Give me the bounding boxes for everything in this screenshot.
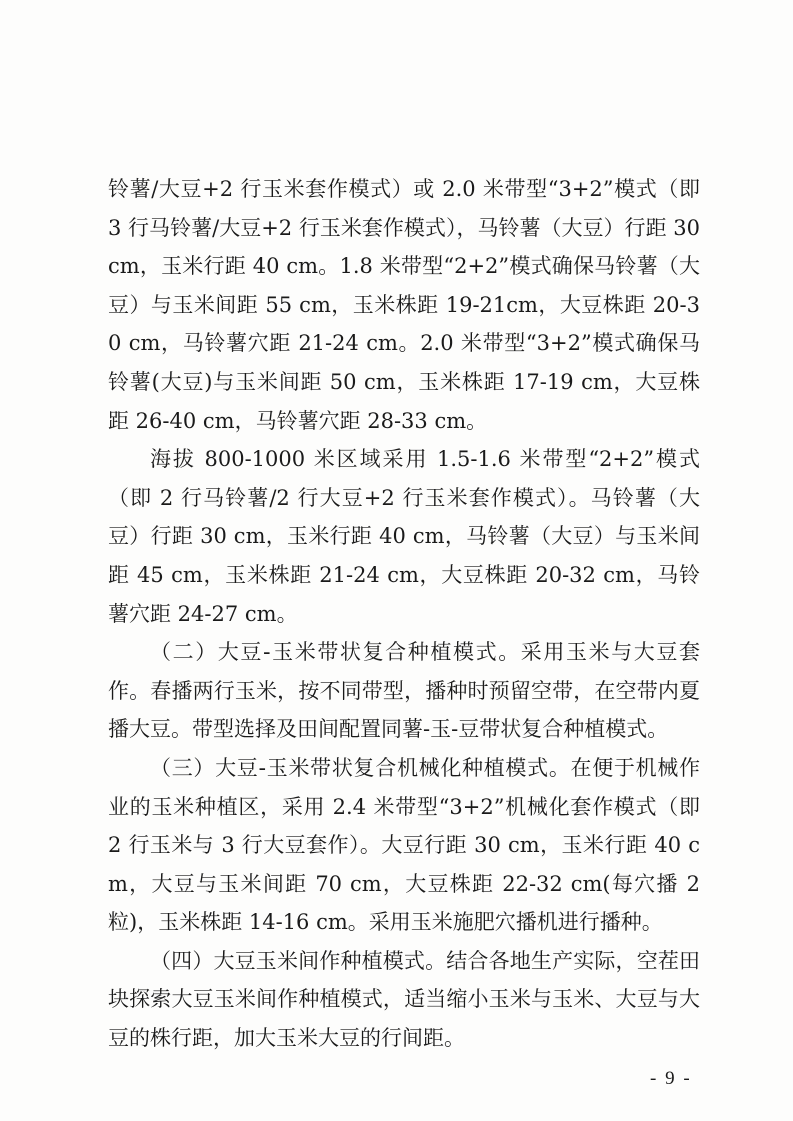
paragraph-text: 结合各地生产实际，空茬田块探索大豆玉米间作种植模式，适当缩小玉米与玉米、大豆与大豆的株行距，加大玉米大豆的行间距。	[108, 948, 701, 1051]
paragraph-text: 铃薯/大豆+2 行玉米套作模式）或 2.0 米带型“3+2”模式（即 3 行马铃薯/大豆+2 行玉米套作模式），马铃薯（大豆）行距 30 cm，玉米行距 40 cm。1.8 米带型“2+2”模式确保马铃薯（大豆）与玉米间距 55 cm，玉米株距 19-21cm，大豆株距 20-30 cm，马铃薯穴距 21-24 cm。2.0 米带型“3+2”模式确保马铃薯(大豆)与玉米间距 50 cm，玉米株距 17-19 cm，大豆株距 26-40 cm，马铃薯穴距 28-33 cm。	[108, 177, 700, 433]
paragraph-section-3	[108, 749, 700, 942]
paragraph-text: 海拔 800-1000 米区域采用 1.5-1.6 米带型“2+2”模式（即 2 行马铃薯/2 行大豆+2 行玉米套作模式）。马铃薯（大豆）行距 30 cm，玉米行距 40 cm，马铃薯（大豆）与玉米间距 45 cm，玉米株距 21-24 cm，大豆株距 20-32 cm，马铃薯穴距 24-27 cm。	[108, 447, 700, 626]
paragraph-text: 在便于机械作业的玉米种植区，采用 2.4 米带型“3+2”机械化套作模式（即 2 行玉米与 3 行大豆套作）。大豆行距 30 cm，玉米行距 40 cm，大豆与玉米间距 70 cm，大豆株距 22-32 cm(每穴播 2 粒)，玉米株距 14-16 cm。采用玉米施肥穴播机进行播种。	[108, 755, 700, 935]
page-number: - 9 -	[650, 1068, 692, 1089]
section-heading: （四）大豆玉米间作种植模式。	[150, 948, 447, 973]
paragraph-altitude-800-1000	[108, 440, 700, 633]
paragraph-section-2	[108, 633, 700, 749]
paragraph-text: 采用玉米与大豆套作。春播两行玉米，按不同带型，播种时预留空带，在空带内夏播大豆。带型选择及田间配置同薯-玉-豆带状复合种植模式。	[108, 640, 701, 742]
section-heading: （三）大豆-玉米带状复合机械化种植模式。	[150, 755, 571, 780]
document-body	[108, 170, 700, 1058]
paragraph-section-4	[108, 942, 700, 1058]
section-heading: （二）大豆-玉米带状复合种植模式。	[150, 640, 521, 665]
paragraph-continuation	[108, 170, 700, 440]
